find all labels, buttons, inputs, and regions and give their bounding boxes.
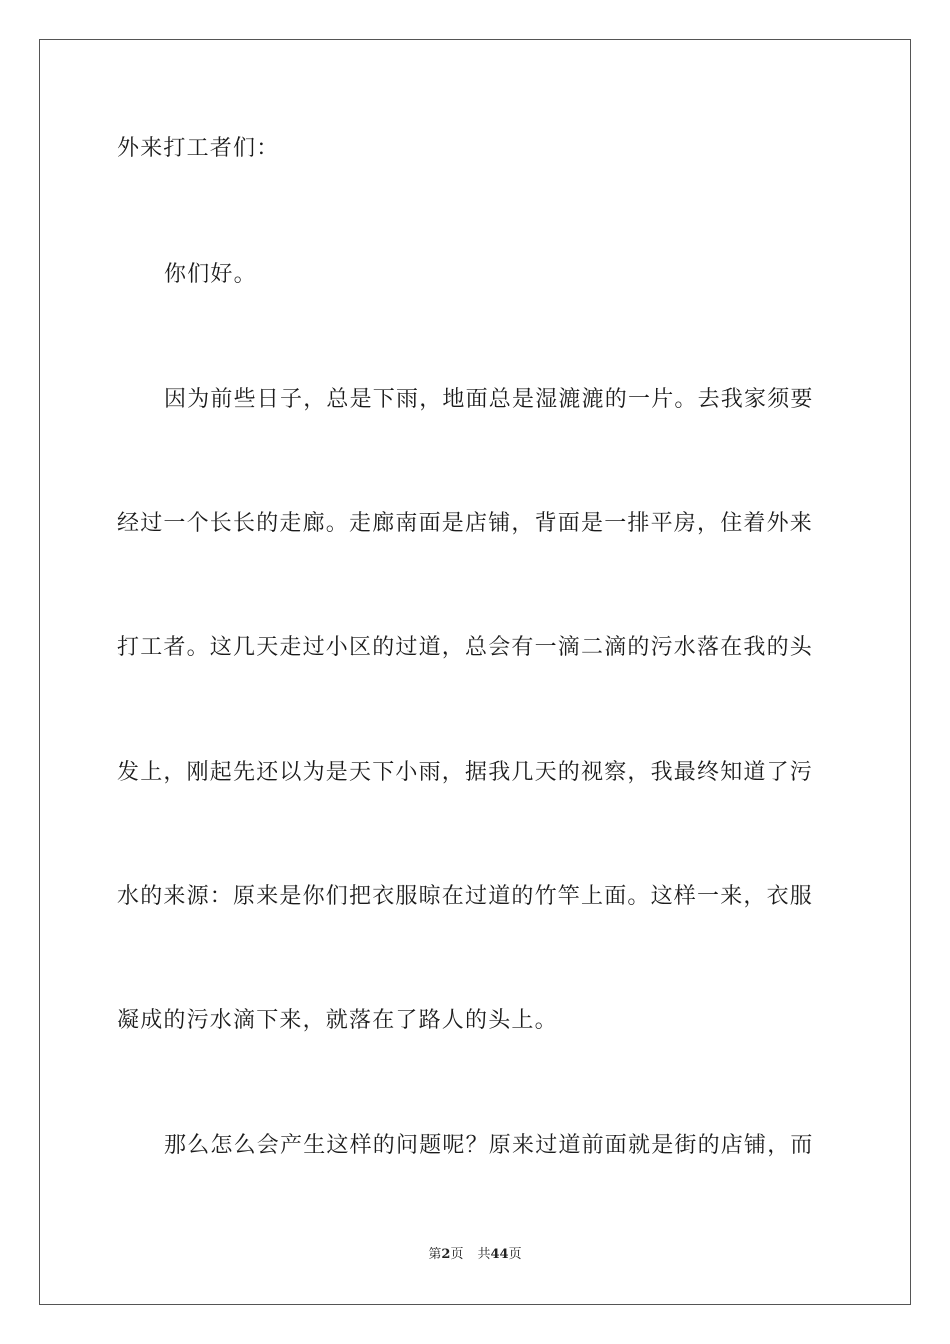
paragraph-line: 因为前些日子，总是下雨，地面总是湿漉漉的一片。去我家须要 xyxy=(164,387,814,412)
page-prefix: 第 xyxy=(428,1247,442,1262)
paragraph-line: 经过一个长长的走廊。走廊南面是店铺，背面是一排平房，住着外来 xyxy=(117,511,814,536)
total-prefix: 共 xyxy=(477,1247,491,1262)
paragraph-line: 那么怎么会产生这样的问题呢？原来过道前面就是街的店铺，而 xyxy=(164,1133,814,1158)
page-suffix: 页 xyxy=(450,1247,464,1262)
paragraph-line: 发上，刚起先还以为是天下小雨，据我几天的视察，我最终知道了污 xyxy=(117,760,814,785)
page-border xyxy=(39,39,911,1305)
paragraph-line: 打工者。这几天走过小区的过道，总会有一滴二滴的污水落在我的头 xyxy=(117,635,814,660)
total-page-number: 44 xyxy=(490,1247,509,1262)
greeting: 你们好。 xyxy=(164,262,257,287)
total-suffix: 页 xyxy=(508,1247,522,1262)
page-footer xyxy=(0,1246,950,1264)
paragraph-line: 水的来源：原来是你们把衣服晾在过道的竹竿上面。这样一来，衣服 xyxy=(117,884,814,909)
salutation: 外来打工者们： xyxy=(117,136,280,161)
current-page-number: 2 xyxy=(441,1247,451,1262)
paragraph-line: 凝成的污水滴下来，就落在了路人的头上。 xyxy=(117,1008,558,1033)
